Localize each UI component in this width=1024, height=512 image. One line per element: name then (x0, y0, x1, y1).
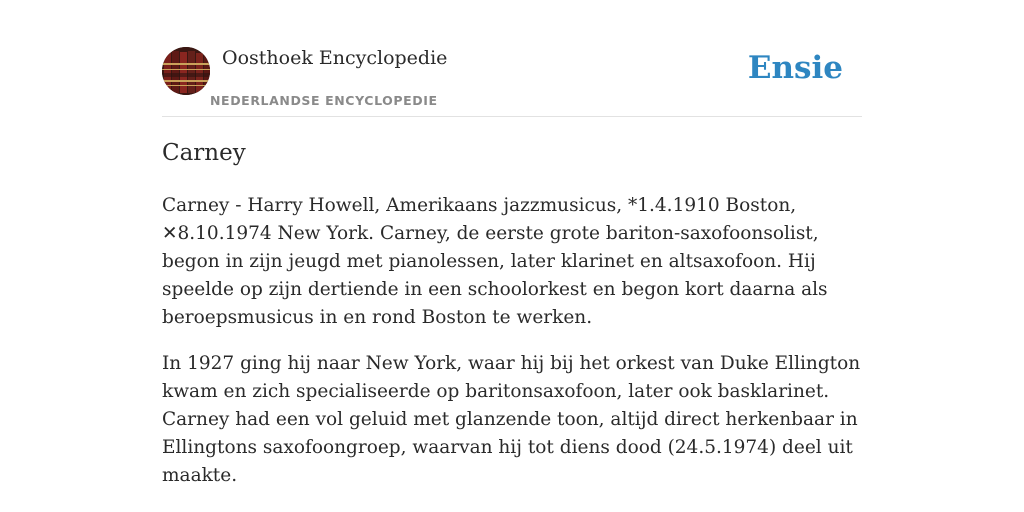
encyclopedia-books-icon[interactable] (162, 47, 210, 95)
brand-logo[interactable]: Ensie (747, 50, 843, 86)
source-subtitle: NEDERLANDSE ENCYCLOPEDIE (210, 93, 438, 108)
page-title: Carney (162, 140, 246, 166)
article-paragraph: Carney - Harry Howell, Amerikaans jazzmusicus, *1.4.1910 Boston, ✕8.10.1974 New York. Carney, de eerste grote bariton-saxofoonsolist, begon in zijn jeugd met pianolessen, later klarinet en altsaxofoon. Hij speelde op zijn dertiende in een schoolorkest en begon kort daarna als beroepsmusicus in en rond Boston te werken. (162, 195, 828, 328)
source-header (162, 46, 862, 117)
article-body (162, 192, 862, 508)
article-paragraph: In 1927 ging hij naar New York, waar hij bij het orkest van Duke Ellington kwam en zich specialiseerde op baritonsaxofoon, later ook basklarinet. Carney had een vol geluid met glanzende toon, altijd direct herkenbaar in Ellingtons saxofoongroep, waarvan hij tot diens dood (24.5.1974) deel uit maakte. (162, 353, 861, 486)
source-title[interactable]: Oosthoek Encyclopedie (222, 47, 448, 69)
